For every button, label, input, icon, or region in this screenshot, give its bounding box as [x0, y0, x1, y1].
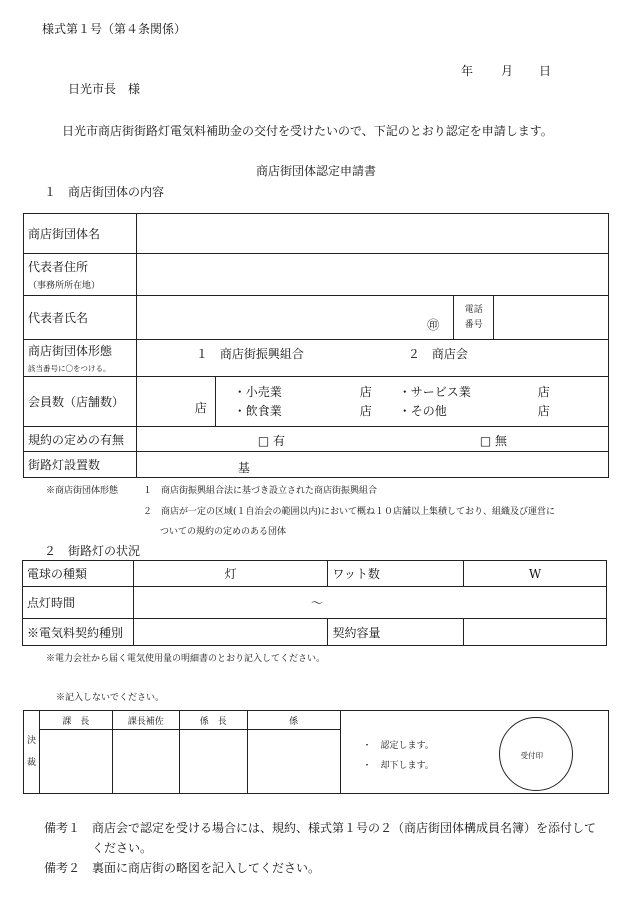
contract-type-label: ※電気料契約種別 — [23, 619, 134, 646]
stamp-section-chief[interactable] — [39, 730, 112, 794]
capacity-field[interactable] — [464, 619, 607, 646]
phone-label — [454, 296, 494, 340]
section1-heading: １ 商店街団体の内容 — [44, 185, 165, 199]
stamp-unit-chief[interactable] — [179, 730, 247, 794]
rep-address-field[interactable] — [136, 254, 608, 296]
seal-mark: ㊞ — [427, 318, 440, 332]
phone-field[interactable] — [494, 296, 609, 340]
members-total-unit: 店 — [194, 401, 207, 415]
member-type-retail-unit: 店 — [359, 385, 372, 399]
member-type-retail: ・小売業 — [233, 385, 282, 399]
phone-label-line2: 番号 — [464, 319, 483, 330]
rep-address-label-sub: （事務所所在地） — [28, 281, 101, 291]
note1-item2-cont: ついての規約の定めのある団体 — [160, 527, 287, 537]
form-option-2[interactable]: ２ 商店会 — [407, 347, 468, 361]
member-type-food-unit: 店 — [359, 404, 372, 418]
contract-type-field[interactable] — [133, 619, 328, 646]
remark-2: 備考２ 裏面に商店街の略図を記入してください。 — [44, 861, 321, 875]
intro-text: 日光市商店街街路灯電気料補助金の交付を受けたいので、下記のとおり認定を申請します。 — [62, 124, 553, 138]
rules-label: 規約の定めの有無 — [24, 427, 137, 452]
group-info-table — [23, 213, 609, 478]
group-form-label — [24, 340, 137, 377]
note1-item2: ２ 商店が一定の区域(１自治会の範囲以内)において概ね１０店舗以上集積しており、組織及び運営に — [143, 507, 556, 517]
approval-table — [23, 710, 609, 794]
group-form-label-main: 商店街団体形態 — [28, 344, 113, 358]
kessai-label — [24, 711, 40, 794]
date-month: 月 — [501, 64, 514, 78]
lights-field[interactable] — [136, 452, 608, 478]
group-name-label: 商店街団体名 — [24, 214, 137, 254]
rep-address-label-main: 代表者住所 — [28, 260, 89, 274]
group-form-note: 該当番号に〇をつける。 — [28, 364, 111, 373]
date-day: 日 — [539, 64, 552, 78]
document-title: 商店街団体認定申請書 — [256, 164, 377, 178]
form-option-1[interactable]: １ 商店街振興組合 — [195, 347, 304, 361]
rules-yes-checkbox[interactable]: □ 有 — [257, 434, 285, 448]
members-label: 会員数（店舗数） — [24, 377, 137, 427]
hours-separator: ～ — [310, 596, 323, 610]
kessai-label-2: 裁 — [26, 758, 36, 768]
members-total-field[interactable] — [136, 377, 215, 427]
wattage-field[interactable] — [464, 561, 607, 587]
section2-heading: ２ 街路灯の状況 — [44, 544, 141, 558]
phone-label-line1: 電話 — [464, 304, 483, 315]
addressee: 日光市長 様 — [68, 82, 141, 96]
note1-prefix: ※商店街団体形態 — [46, 486, 119, 496]
remark-1: 備考１ 商店会で認定を受ける場合には、規約、様式第１号の２（商店街団体構成員名簿）を添付して — [44, 821, 597, 835]
form-number: 様式第１号（第４条関係） — [42, 22, 187, 36]
stamp-deputy-chief[interactable] — [112, 730, 179, 794]
bulb-type-field[interactable] — [133, 561, 328, 587]
member-types — [215, 377, 608, 427]
col-deputy-chief: 課長補佐 — [112, 711, 179, 730]
wattage-label: ワット数 — [328, 561, 464, 587]
rules-options — [136, 427, 608, 452]
rules-no-checkbox[interactable]: □ 無 — [479, 434, 507, 448]
lighting-hours-label: 点灯時間 — [23, 587, 134, 619]
approve-option[interactable]: ・ 認定します。 — [362, 741, 434, 751]
reject-option[interactable]: ・ 却下します。 — [362, 761, 434, 771]
lights-unit: 基 — [237, 461, 250, 475]
rep-name-label: 代表者氏名 — [24, 296, 137, 340]
bulb-unit: 灯 — [224, 567, 237, 581]
member-type-other-unit: 店 — [537, 404, 550, 418]
remark-1-cont: ください。 — [92, 841, 153, 855]
col-section-chief: 課 長 — [39, 711, 112, 730]
capacity-label: 契約容量 — [328, 619, 464, 646]
lighting-hours-field[interactable] — [133, 587, 606, 619]
group-form-options — [136, 340, 608, 377]
reception-stamp-label: 受付印 — [520, 751, 544, 760]
office-use-note: ※記入しないでください。 — [56, 693, 165, 703]
watt-unit: W — [528, 566, 542, 581]
note1-item1: １ 商店街振興組合法に基づき設立された商店街振興組合 — [143, 486, 378, 496]
lights-label: 街路灯設置数 — [24, 452, 137, 478]
decision-cell — [340, 711, 608, 794]
bulb-type-label: 電球の種類 — [23, 561, 134, 587]
rep-address-label — [24, 254, 137, 296]
kessai-label-1: 決 — [26, 736, 36, 746]
streetlight-table — [22, 560, 607, 646]
group-name-field[interactable] — [136, 214, 608, 254]
col-unit-chief: 係 長 — [179, 711, 247, 730]
member-type-service: ・サービス業 — [398, 385, 471, 399]
member-type-service-unit: 店 — [537, 385, 550, 399]
member-type-other: ・その他 — [398, 404, 447, 418]
member-type-food: ・飲食業 — [233, 404, 282, 418]
rep-name-field[interactable] — [136, 296, 453, 340]
col-staff: 係 — [247, 711, 340, 730]
date-year: 年 — [461, 64, 474, 78]
stamp-staff[interactable] — [247, 730, 340, 794]
electricity-note: ※電力会社から届く電気使用量の明細書のとおり記入してください。 — [46, 654, 326, 664]
